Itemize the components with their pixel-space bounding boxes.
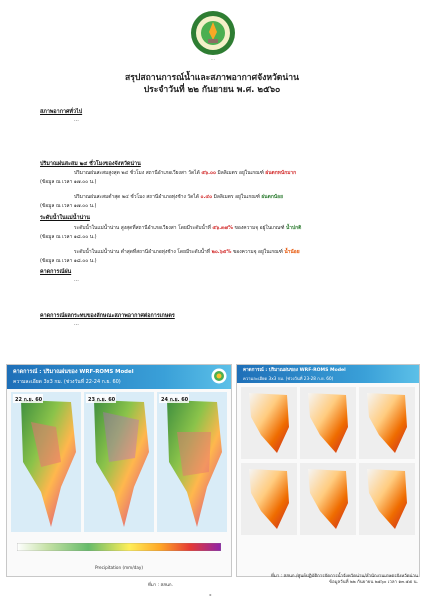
- water-low-value: ๒๐.๖๕%: [211, 249, 232, 255]
- panel-date-2: 23 ก.ย. 60: [88, 397, 116, 403]
- rain-max-line: [74, 169, 296, 177]
- figure-title: คาดการณ์ : ปริมาณฝนของ WRF-ROMS Model: [13, 369, 134, 375]
- water-low-note: (ข้อมูล ณ เวลา ๑๘.๐๐ น.): [40, 258, 97, 264]
- water-high-note: (ข้อมูล ณ เวลา ๑๘.๐๐ น.): [40, 234, 97, 240]
- rain-heading: ปริมาณฝนสะสม ๒๔ ชั่วโมงของจังหวัดน่าน: [40, 161, 141, 167]
- water-level-heading: ระดับน้ำในแม่น้ำน่าน: [40, 215, 90, 221]
- water-low-suffix: ของความจุ อยู่ในเกณฑ์: [232, 249, 283, 255]
- weather-agency-icon: [211, 368, 227, 384]
- map-panel-4: [241, 463, 297, 535]
- rain-min-suffix: มิลลิเมตร อยู่ในเกณฑ์: [213, 194, 260, 200]
- map-panel-5: [300, 463, 356, 535]
- agri-impact-text: …: [74, 321, 79, 327]
- rain-max-suffix: มิลลิเมตร อยู่ในเกณฑ์: [217, 170, 264, 176]
- water-high-suffix: ของความจุ อยู่ในเกณฑ์: [234, 225, 285, 231]
- water-high-prefix: ระดับน้ำในแม่น้ำน่าน สูงสุดที่สถานีอำเภอเวียงสา โดยมีระดับน้ำที่: [74, 225, 211, 231]
- panel-date-1: 22 ก.ย. 60: [15, 397, 43, 403]
- provincial-seal-icon: [190, 10, 236, 56]
- figure-header: [7, 365, 231, 389]
- logo-caption: …: [210, 56, 216, 61]
- forecast-maps: [241, 387, 415, 537]
- rain-min-line: [74, 193, 283, 201]
- agri-impact-heading: คาดการณ์ผลกระทบของลักษณะสภาพอากาศต่อการเกษตร: [40, 313, 175, 319]
- rain-min-note: (ข้อมูล ณ เวลา ๑๗.๐๐ น.): [40, 203, 97, 209]
- figure-title: คาดการณ์ : ปริมาณฝนของ WRF-ROMS Model: [243, 368, 346, 373]
- forecast-heading: คาดการณ์ฝน: [40, 269, 72, 275]
- rain-forecast-figure-6day: [236, 364, 420, 577]
- source-line-2: ข้อมูลวันที่ ๒๒ กันยายน ๒๕๖๐ เวลา ๑๓.๕๕ น.: [328, 580, 418, 585]
- rain-max-prefix: ปริมาณฝนสะสมสูงสุด ๒๔ ชั่วโมง สถานีอำเภอเวียงสา วัดได้: [74, 170, 200, 176]
- general-weather-text: …: [74, 117, 79, 123]
- rain-max-level: ฝนตกหนักมาก: [265, 170, 297, 176]
- figure-subtitle: ความละเอียด 3x3 กม. (ช่วงวันที่ 23-28 ก.ย. 60): [243, 376, 334, 381]
- colorbar-label: Precipitation (mm/day): [94, 565, 144, 570]
- panel-date-3: 24 ก.ย. 60: [161, 397, 189, 403]
- rain-forecast-figure-3day: [6, 364, 232, 577]
- map-panel-1: [11, 392, 81, 532]
- rain-max-note: (ข้อมูล ณ เวลา ๑๗.๐๐ น.): [40, 179, 97, 185]
- rain-max-value: ๕๖.๐๐: [201, 170, 216, 176]
- report-title: สรุปสถานการณ์น้ำและสภาพอากาศจังหวัดน่าน: [125, 73, 299, 83]
- water-high-line: [74, 224, 301, 232]
- report-date: ประจำวันที่ ๒๒ กันยายน พ.ศ. ๒๕๖๐: [143, 85, 281, 95]
- map-panel-6: [359, 463, 415, 535]
- figure-source-left: ที่มา : สสนก.: [148, 583, 173, 588]
- source-line-1: ที่มา : สสนก./ศูนย์ปฏิบัติการจัดการน้ำจังหวัดน่าน/สำนักงานเกษตรจังหวัดน่าน: [271, 574, 418, 579]
- figure-subtitle: ความละเอียด 3x3 กม. (ช่วงวันที่ 22-24 ก.ย. 60): [13, 379, 121, 385]
- water-low-level: น้ำน้อย: [284, 249, 300, 255]
- rain-min-prefix: ปริมาณฝนสะสมต่ำสุด ๒๔ ชั่วโมง สถานีอำเภอทุ่งช้าง วัดได้: [74, 194, 199, 200]
- map-panel-2: [300, 387, 356, 459]
- rain-min-level: ฝนตกน้อย: [261, 194, 283, 200]
- water-high-value: ๕๖.๓๗%: [212, 225, 233, 231]
- general-weather-heading: สภาพอากาศทั่วไป: [40, 109, 83, 115]
- page-number: ๑: [209, 592, 212, 597]
- map-panel-1: [241, 387, 297, 459]
- water-low-prefix: ระดับน้ำในแม่น้ำน่าน ต่ำสุดที่สถานีอำเภอทุ่งช้าง โดยมีระดับน้ำที่: [74, 249, 211, 255]
- figure-header: [237, 365, 419, 383]
- map-panel-3: [157, 392, 227, 532]
- forecast-maps: [11, 392, 227, 532]
- rain-min-value: ๐.๔๐: [200, 194, 213, 200]
- map-panel-3: [359, 387, 415, 459]
- map-panel-2: [84, 392, 154, 532]
- water-low-line: [74, 248, 300, 256]
- water-high-level: น้ำปกติ: [285, 225, 302, 231]
- precipitation-colorbar: [17, 543, 221, 551]
- forecast-text: …: [74, 277, 79, 283]
- figure-source-right: [236, 574, 418, 586]
